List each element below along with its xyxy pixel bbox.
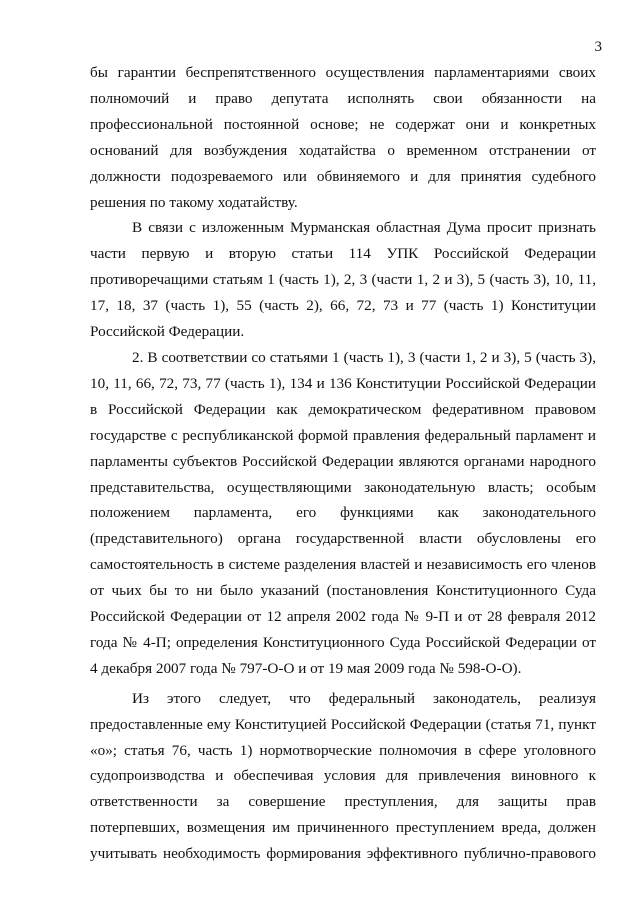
text-line: профессиональной постоянной основе; не содержат они и конкретных: [90, 115, 596, 133]
paragraph-3: [90, 345, 596, 682]
text-line: «о»; статья 76, часть 1) нормотворческие полномочия в сфере уголовного: [90, 741, 596, 759]
text-line: В связи с изложенным Мурманская областная Дума просит признать: [132, 219, 596, 237]
paragraph-2: [90, 215, 596, 345]
text-line: учитывать необходимость формирования эффективного публично-правового: [90, 845, 596, 863]
document-body: [90, 60, 596, 867]
text-line: года № 4-П; определения Конституционного Суда Российской Федерации от: [90, 633, 596, 651]
text-line: предоставленные ему Конституцией Российской Федерации (статья 71, пункт: [90, 715, 596, 733]
text-line: в Российской Федерации как демократическом федеративном правовом: [90, 400, 596, 418]
text-line: самостоятельность в системе разделения властей и независимость его членов: [90, 556, 596, 574]
text-line: представительства, осуществляющими законодательную власть; особым: [90, 478, 596, 496]
text-line: части первую и вторую статьи 114 УПК Российской Федерации: [90, 245, 596, 263]
text-line: положением парламента, его функциями как законодательного: [90, 504, 596, 522]
text-line: 17, 18, 37 (часть 1), 55 (часть 2), 66, 72, 73 и 77 (часть 1) Конституции: [90, 297, 596, 315]
paragraph-4: [90, 686, 596, 867]
paragraph-1: [90, 60, 596, 215]
text-line: парламенты субъектов Российской Федерации являются органами народного: [90, 452, 596, 470]
text-line: бы гарантии беспрепятственного осуществления парламентариями своих: [90, 64, 596, 81]
text-line: Российской Федерации от 12 апреля 2002 года № 9-П и от 28 февраля 2012: [90, 608, 596, 626]
text-line: Российской Федерации.: [90, 323, 245, 341]
text-line: потерпевших, возмещения им причиненного преступлением вреда, должен: [90, 819, 596, 837]
text-line: должности подозреваемого или обвиняемого и для принятия судебного: [90, 167, 596, 185]
text-line: полномочий и право депутата исполнять свои обязанности на: [90, 89, 596, 107]
text-line: 4 декабря 2007 года № 797-О-О и от 19 мая 2009 года № 598-О-О).: [90, 659, 522, 677]
text-line: противоречащими статьям 1 (часть 1), 2, 3 (части 1, 2 и 3), 5 (часть 3), 10, 11,: [90, 271, 596, 289]
text-line: Из этого следует, что федеральный законодатель, реализуя: [132, 689, 596, 707]
text-line: 2. В соответствии со статьями 1 (часть 1), 3 (части 1, 2 и 3), 5 (часть 3),: [132, 348, 596, 366]
text-line: 10, 11, 66, 72, 73, 77 (часть 1), 134 и 136 Конституции Российской Федерации: [90, 374, 596, 392]
text-line: решения по такому ходатайству.: [90, 193, 298, 211]
page-number: 3: [594, 39, 602, 55]
text-line: от чьих бы то ни было указаний (постановления Конституционного Суда: [90, 582, 596, 600]
text-line: (представительного) органа государственной власти обусловлены его: [90, 530, 596, 548]
text-line: ответственности за совершение преступления, для защиты прав: [90, 793, 596, 811]
text-line: судопроизводства и обеспечивая условия для привлечения виновного к: [90, 767, 596, 785]
text-line: оснований для возбуждения ходатайства о временном отстранении от: [90, 141, 596, 159]
text-line: государстве с республиканской формой правления федеральный парламент и: [90, 426, 596, 444]
